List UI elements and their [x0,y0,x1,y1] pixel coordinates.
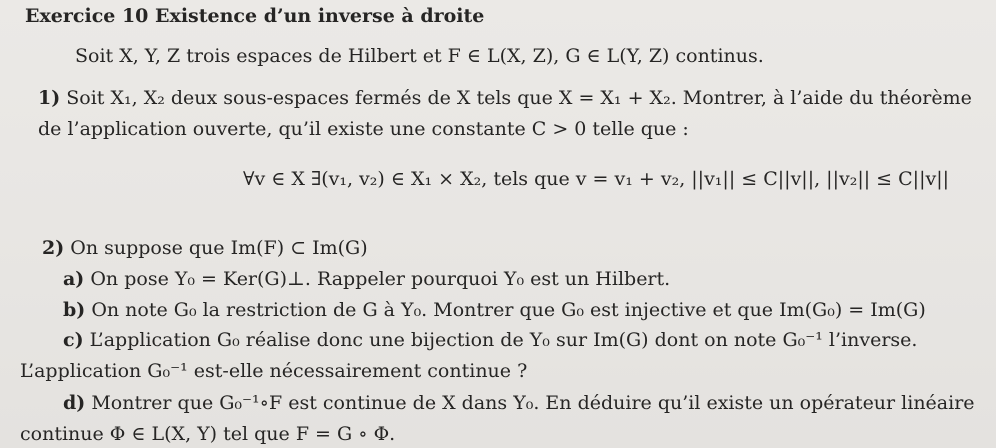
question-2d-text-1: Montrer que G₀⁻¹∘F est continue de X dans Y₀. En déduire qu’il existe un opérateur linéaire [91,392,975,414]
question-2d-label: d) [63,392,86,414]
question-2d-line-2: continue Φ ∈ L(X, Y) tel que F = G ∘ Φ. [20,423,396,445]
question-2c-line-1 [63,328,917,352]
question-1-text-1: Soit X₁, X₂ deux sous-espaces fermés de X tels que X = X₁ + X₂. Montrer, à l’aide du théorème [66,87,972,109]
question-2a-label: a) [63,268,85,290]
question-2c-line-2: L’application G₀⁻¹ est-elle nécessairement continue ? [20,360,528,382]
question-2-number: 2) [42,237,65,259]
question-1-line-1 [38,86,972,110]
question-2-intro: On suppose que Im(F) ⊂ Im(G) [70,237,368,259]
exercise-title: Exercice 10 Existence d’un inverse à droite [25,5,485,27]
question-2a [63,267,670,291]
question-1-line-2: de l’application ouverte, qu’il existe une constante C > 0 telle que : [38,118,689,140]
question-2c-label: c) [63,329,84,351]
question-2a-text: On pose Y₀ = Ker(G)⊥. Rappeler pourquoi Y₀ est un Hilbert. [90,268,671,290]
question-2-intro-line [42,236,368,260]
question-2c-text-1: L’application G₀ réalise donc une bijection de Y₀ sur Im(G) dont on note G₀⁻¹ l’inverse. [89,329,918,351]
question-2d-line-1 [63,391,975,415]
question-1-number: 1) [38,87,61,109]
question-2b-text: On note G₀ la restriction de G à Y₀. Montrer que G₀ est injective et que Im(G₀) = Im(G) [91,299,926,321]
question-1-formula: ∀v ∈ X ∃(v₁, v₂) ∈ X₁ × X₂, tels que v = v₁ + v₂, ||v₁|| ≤ C||v||, ||v₂|| ≤ C||v|| [243,168,950,190]
question-2b-label: b) [63,299,86,321]
question-2b [63,298,926,322]
exercise-intro: Soit X, Y, Z trois espaces de Hilbert et F ∈ L(X, Z), G ∈ L(Y, Z) continus. [75,45,764,67]
